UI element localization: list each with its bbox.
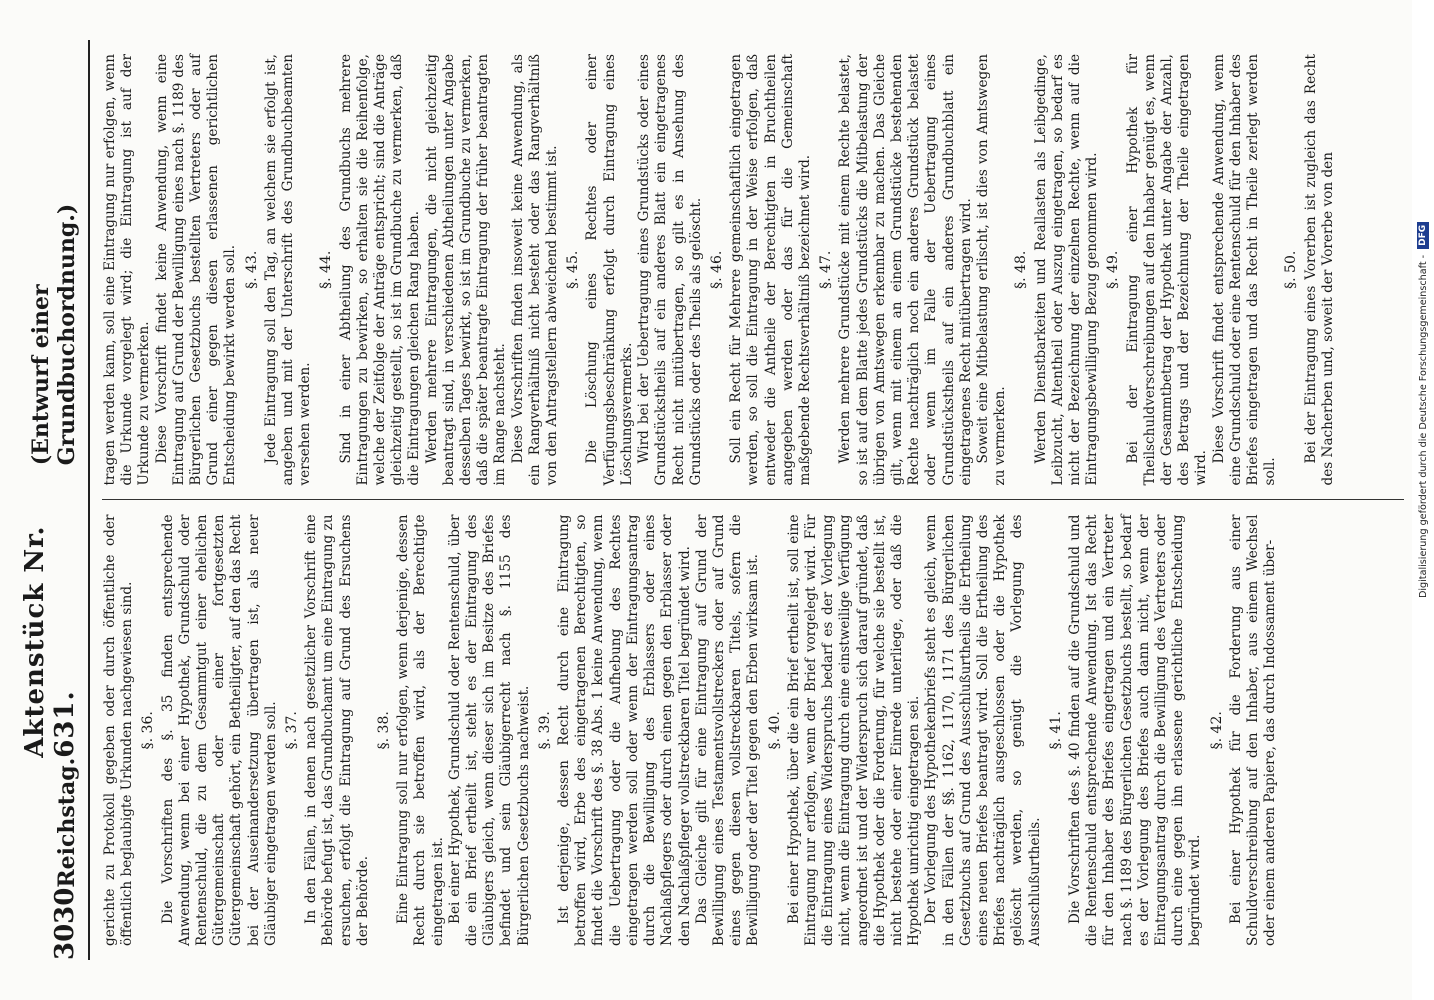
- section-heading: §. 50.: [1283, 250, 1300, 289]
- paragraph: gerichte zu Protokoll gegeben oder durch öffentliche oder öffentlich beglaubigte Urkunden nachgewiesen sind.: [102, 514, 136, 946]
- section-heading: §. 39.: [536, 711, 553, 750]
- right-column: [102, 40, 1404, 500]
- paragraph: Diese Vorschrift findet entsprechende Anwendung, wenn eine Grundschuld oder eine Rentenschuld für den Inhaber des Briefes eingetragen und das Recht in Theile zerlegt werden soll.: [1210, 54, 1279, 486]
- header-right: (Entwurf einer Grundbuchordnung.): [28, 203, 80, 466]
- section-heading: §. 42.: [1208, 711, 1225, 750]
- paragraph: Werden mehrere Grundstücke mit einem Rechte belastet, so ist auf dem Blatte jedes Grundstücks die Mitbelastung der übrigen von Amtswegen erkennbar zu machen. Das Gleiche gilt, wenn mit einem an einem Grundstücke bestehenden Rechte nachträglich noch ein anderes Grundstück belastet oder wenn im Falle der Uebertragung eines Grundstückstheils auf ein anderes Grundbuchblatt ein eingetragenes Recht mitübertragen wird.: [837, 54, 974, 486]
- dfg-logo: DFG: [1417, 222, 1429, 249]
- paragraph: Sind in einer Abtheilung des Grundbuchs mehrere Eintragungen zu bewirken, so erhalten sie die Reihenfolge, welche der Zeitfolge der Anträge entspricht; sind die Anträge gleichzeitig gestellt, so ist im Grundbuche zu vermerken, daß die Eintragungen gleichen Rang haben.: [337, 54, 423, 486]
- paragraph: Bei der Eintragung einer Hypothek für Theilschuldverschreibungen auf den Inhaber genügt es, wenn der Gesammtbetrag der Hypothek unter Angabe der Anzahl, des Betrags und der Bezeichnung der Theile eingetragen wird.: [1124, 54, 1210, 486]
- section-heading: §. 38.: [376, 711, 393, 750]
- left-column: [102, 501, 1404, 961]
- header-rule: [88, 40, 90, 960]
- paragraph: In den Fällen, in denen nach gesetzlicher Vorschrift eine Behörde befugt ist, das Grundbuchamt um eine Eintragung zu ersuchen, erfolgt die Eintragung auf Grund des Ersuchens der Behörde.: [303, 514, 371, 946]
- paragraph: Die Vorschriften des §. 40 finden auf die Grundschuld und die Rentenschuld entsprechende Anwendung. Ist das Recht für den Inhaber des Briefes eingetragen und ein Vertreter nach §. 1189 des Bürgerlichen Gesetzbuchs bestellt, so bedarf es der Vorlegung des Briefes auch dann nicht, wenn der Eintragungsantrag durch die Bewilligung des Vertreters oder durch eine gegen ihn erlassene gerichtliche Entscheidung begründet wird.: [1066, 514, 1204, 946]
- section-heading: §. 47.: [818, 250, 835, 289]
- text-columns: [102, 40, 1404, 960]
- paragraph: Die Vorschriften des §. 35 finden entsprechende Anwendung, wenn bei einer Hypothek, Grundschuld oder Rentenschuld, die zu dem Gesammtgut einer ehelichen Gütergemeinschaft oder einer fortgesetzten Gütergemeinschaft gehört, ein Betheiligter, auf den das Recht bei der Auseinandersetzung übertragen ist, als neuer Gläubiger eingetragen werden soll.: [159, 514, 279, 946]
- paragraph: Diese Vorschriften finden insoweit keine Anwendung, als ein Rangverhältniß nicht besteht oder das Rangverhältniß von den Antragstellern abweichend bestimmt ist.: [509, 54, 561, 486]
- paragraph: Der Vorlegung des Hypothekenbriefs steht es gleich, wenn in den Fällen der §§. 1162, 1170, 1171 des Bürgerlichen Gesetzbuchs auf Grund des Ausschlußurtheils die Ertheilung eines neuen Briefes beantragt wird. Soll die Ertheilung des Briefes nachträglich ausgeschlossen oder die Hypothek gelöscht werden, so genügt die Vorlegung des Ausschlußurtheils.: [923, 514, 1043, 946]
- paragraph: tragen werden kann, soll eine Eintragung nur erfolgen, wenn die Urkunde vorgelegt wird; die Eintragung ist auf der Urkunde zu vermerken.: [102, 54, 153, 486]
- section-heading: §. 43.: [243, 250, 260, 289]
- paragraph: Bei einer Hypothek, Grundschuld oder Rentenschuld, über die ein Brief ertheilt ist, steht es der Eintragung des Gläubigers gleich, wenn dieser sich im Besitze des Briefes befindet und sein Gläubigerrecht nach §. 1155 des Bürgerlichen Gesetzbuchs nachweist.: [446, 514, 532, 946]
- paragraph: Jede Eintragung soll den Tag, an welchem sie erfolgt ist, angeben und mit der Unterschrift des Grundbuchbeamten versehen werden.: [262, 54, 314, 486]
- paragraph: Diese Vorschrift findet keine Anwendung, wenn eine Eintragung auf Grund der Bewilligung eines nach §. 1189 des Bürgerlichen Gesetzbuchs bestellten Vertreters oder auf Grund einer gegen diesen erlassenen gerichtlichen Entscheidung bewirkt werden soll.: [153, 54, 239, 486]
- paragraph: Werden Dienstbarkeiten und Reallasten als Leibgedinge, Leibzucht, Altentheil oder Auszug eingetragen, so bedarf es nicht der Bezeichnung der einzelnen Rechte, wenn auf die Eintragungsbewilligung Bezug genommen wird.: [1032, 54, 1101, 486]
- section-heading: §. 45.: [565, 250, 582, 289]
- digitization-stamp: [1412, 0, 1434, 1000]
- section-heading: §. 36.: [140, 711, 157, 750]
- header-left: Reichstag.: [54, 757, 80, 888]
- column-divider: [102, 500, 1404, 501]
- section-heading: §. 44.: [318, 250, 335, 289]
- paragraph: Werden mehrere Eintragungen, die nicht gleichzeitig beantragt sind, in verschiedenen Abtheilungen unter Angabe desselben Tages bewirkt, so ist im Grundbuche zu vermerken, daß die später beantragte Eintragung der früher beantragten im Range nachsteht.: [423, 54, 509, 486]
- paragraph: Bei der Eintragung eines Vorerben ist zugleich das Recht des Nacherben und, soweit der Vorerbe von den: [1302, 54, 1336, 486]
- paragraph: Soll ein Recht für Mehrere gemeinschaftlich eingetragen werden, so soll die Eintragung in der Weise erfolgen, daß entweder die Antheile der Berechtigten in Bruchtheilen angegeben werden oder das für die Gemeinschaft maßgebende Rechtsverhältniß bezeichnet wird.: [728, 54, 813, 486]
- header-title: Aktenstück Nr. 631.: [20, 525, 80, 758]
- section-heading: §. 46.: [708, 250, 725, 289]
- paragraph: Bei einer Hypothek, über die ein Brief ertheilt ist, soll eine Eintragung nur erfolgen, wenn der Brief vorgelegt wird. Für die Eintragung eines Widerspruchs bedarf es der Vorlegung nicht, wenn die Eintragung durch eine einstweilige Verfügung angeordnet ist und der Widerspruch sich darauf gründet, daß die Hypothek oder die Forderung, für welche sie bestellt ist, nicht bestehe oder einer Einrede unterliege, oder daß die Hypothek unrichtig eingetragen sei.: [785, 514, 923, 946]
- page-header: [20, 40, 80, 960]
- page-number: 3030: [50, 887, 80, 960]
- paragraph: Die Löschung eines Rechtes oder einer Verfügungsbeschränkung erfolgt durch Eintragung eines Löschungsvermerks.: [584, 54, 635, 486]
- paragraph: Wird bei der Uebertragung eines Grundstücks oder eines Grundstückstheils auf ein anderes Blatt ein eingetragenes Recht nicht mitübertragen, so gilt es in Ansehung des Grundstücks oder des Theils als gelöscht.: [636, 54, 704, 486]
- section-heading: §. 48.: [1013, 250, 1030, 289]
- section-heading: §. 49.: [1105, 250, 1122, 289]
- section-heading: §. 41.: [1047, 711, 1064, 750]
- paragraph: Bei einer Hypothek für die Forderung aus einer Schuldverschreibung auf den Inhaber, aus einem Wechsel oder einem anderen Papiere, das durch Indossament über-: [1227, 514, 1279, 946]
- paragraph: Soweit eine Mitbelastung erlischt, ist dies von Amtswegen zu vermerken.: [974, 54, 1009, 486]
- section-heading: §. 40.: [766, 711, 783, 750]
- section-heading: §. 37.: [284, 711, 301, 750]
- stamp-text: Digitalisierung gefördert durch die Deutsche Forschungsgemeinschaft -: [1417, 254, 1429, 598]
- rotated-page-content: [2, 0, 1412, 1000]
- paragraph: Eine Eintragung soll nur erfolgen, wenn derjenige, dessen Recht durch sie betroffen wird, als der Berechtigte eingetragen ist.: [395, 514, 446, 946]
- paragraph: Ist derjenige, dessen Recht durch eine Eintragung betroffen wird, Erbe des eingetragenen Berechtigten, so findet die Vorschrift des §. 38 Abs. 1 keine Anwendung, wenn die Uebertragung oder die Aufhebung des Rechtes eingetragen werden soll oder wenn der Eintragungsantrag durch die Bewilligung des Erblassers oder eines Nachlaßpflegers oder durch einen gegen den Erblasser oder den Nachlaßpfleger vollstreckbaren Titel begründet wird.: [556, 514, 693, 946]
- paragraph: Das Gleiche gilt für eine Eintragung auf Grund der Bewilligung eines Testamentsvollstreckers oder auf Grund eines gegen diesen vollstreckbaren Titels, sofern die Bewilligung oder der Titel gegen den Erben wirksam ist.: [693, 514, 762, 946]
